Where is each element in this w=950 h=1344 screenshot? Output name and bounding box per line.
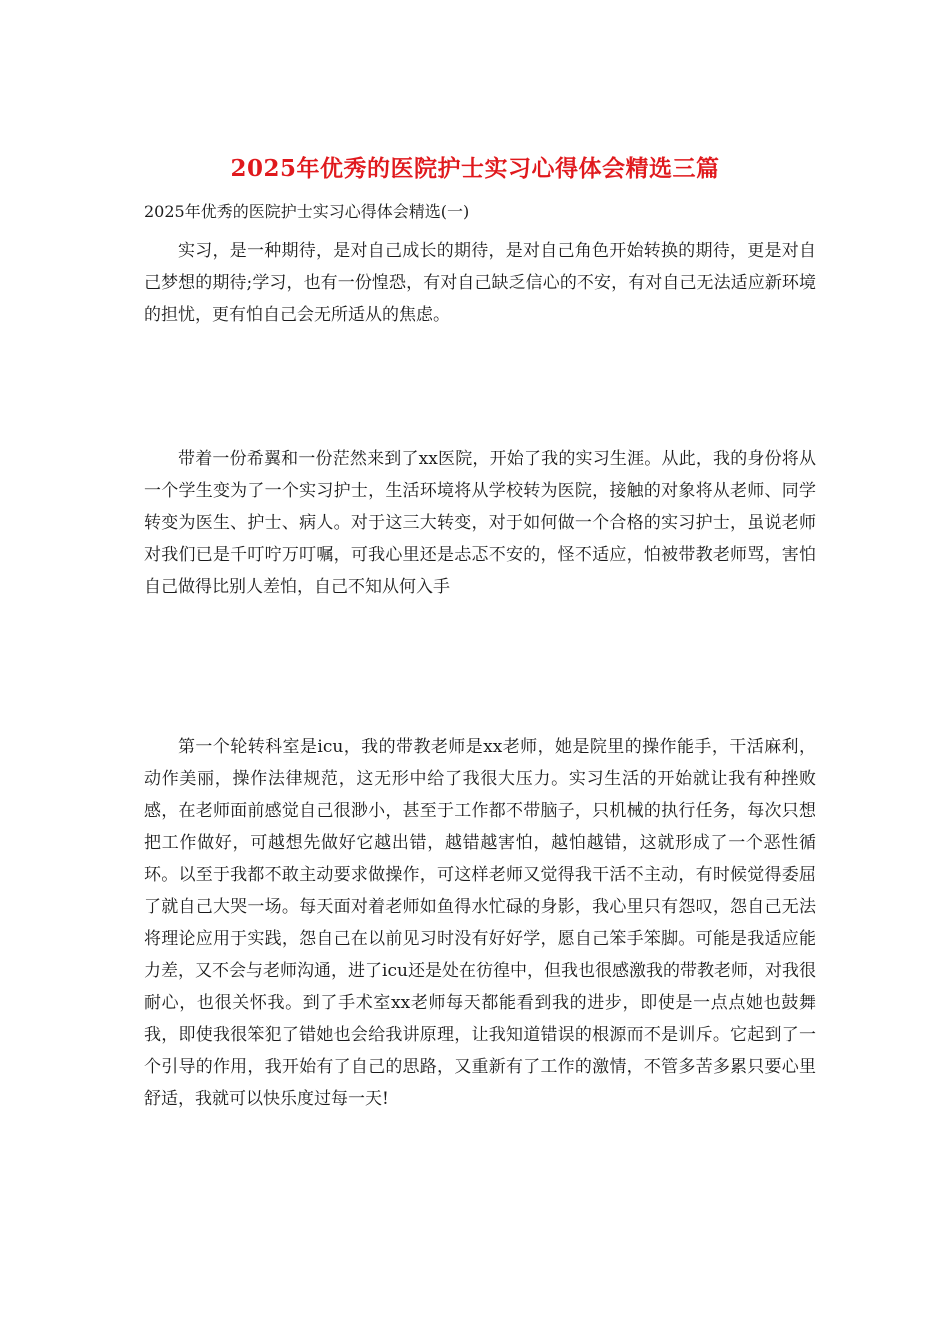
body-paragraph: 带着一份希翼和一份茫然来到了xx医院，开始了我的实习生涯。从此，我的身份将从一个学生变为了一个实习护士，生活环境将从学校转为医院，接触的对象将从老师、同学转变为医生、护士、病人。对于这三大转变，对于如何做一个合格的实习护士，虽说老师对我们已是千叮咛万叮嘱，可我心里还是忐忑不安的，怪不适应，怕被带教老师骂，害怕自己做得比别人差怕，自己不知从何入手 [144,449,816,597]
document-title: 2025年优秀的医院护士实习心得体会精选三篇 [230,155,720,182]
body-paragraph: 第一个轮转科室是icu，我的带教老师是xx老师，她是院里的操作能手，干活麻利，动作美丽，操作法律规范，这无形中给了我很大压力。实习生活的开始就让我有种挫败感，在老师面前感觉自己很渺小，甚至于工作都不带脑子，只机械的执行任务，每次只想把工作做好，可越想先做好它越出错，越错越害怕，越怕越错，这就形成了一个恶性循环。以至于我都不敢主动要求做操作，可这样老师又觉得我干活不主动，有时候觉得委屈了就自己大哭一场。每天面对着老师如鱼得水忙碌的身影，我心里只有怨叹，怨自己无法将理论应用于实践，怨自己在以前见习时没有好好学，愿自己笨手笨脚。可能是我适应能力差，又不会与老师沟通，进了icu还是处在彷徨中，但我也很感激我的带教老师，对我很耐心，也很关怀我。到了手术室xx老师每天都能看到我的进步，即使是一点点她也鼓舞我，即使我很笨犯了错她也会给我讲原理，让我知道错误的根源而不是训斥。它起到了一个引导的作用，我开始有了自己的思路，又重新有了工作的激情，不管多苦多累只要心里舒适，我就可以快乐度过每一天! [144,737,816,1109]
section-subtitle: 2025年优秀的医院护士实习心得体会精选(一) [144,202,470,221]
body-paragraph: 实习，是一种期待，是对自己成长的期待，是对自己角色开始转换的期待，更是对自己梦想的期待;学习，也有一份惶恐，有对自己缺乏信心的不安，有对自己无法适应新环境的担忧，更有怕自己会无所适从的焦虑。 [144,241,816,325]
